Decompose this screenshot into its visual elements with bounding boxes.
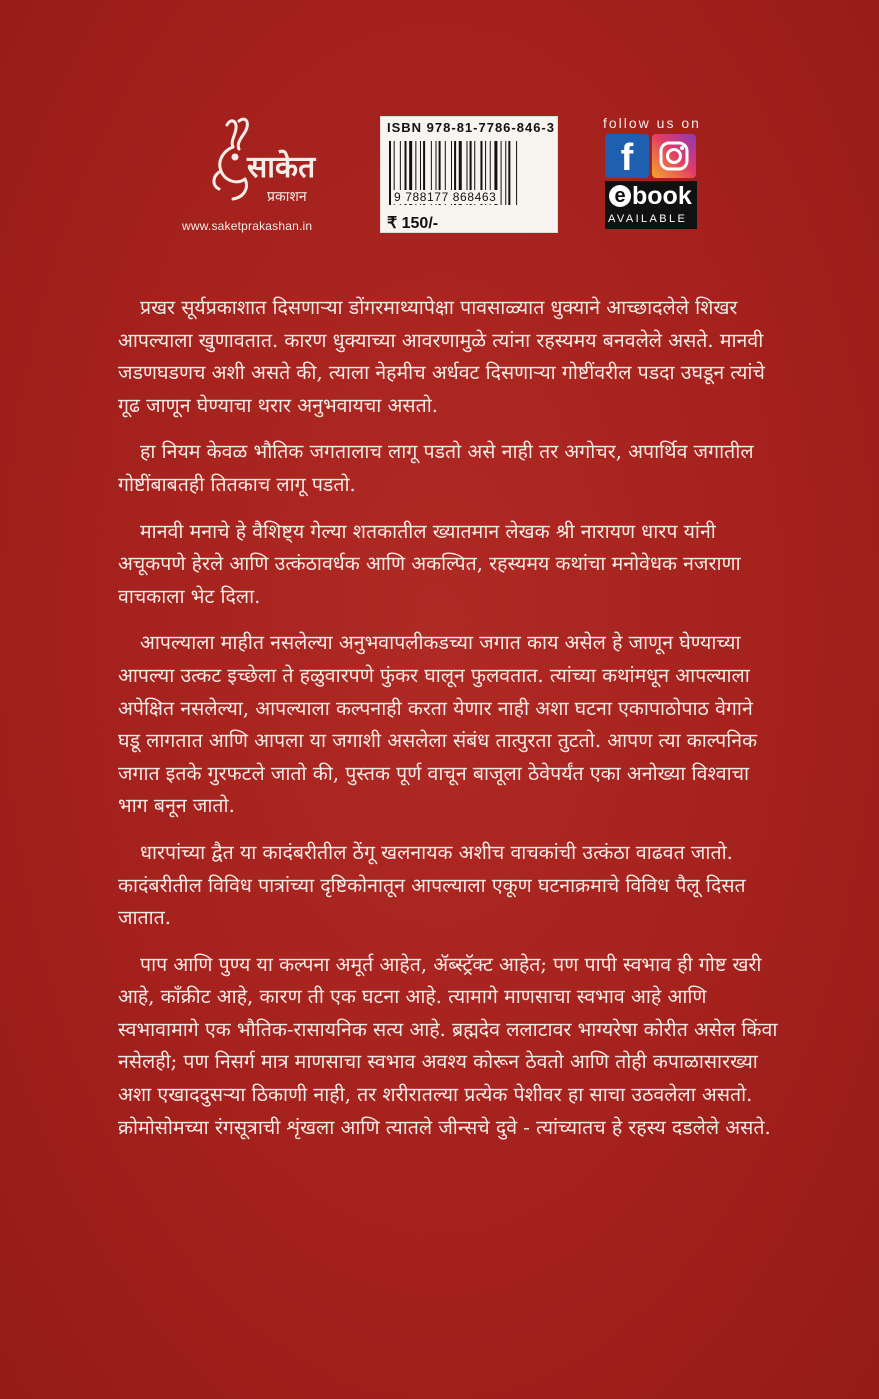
blurb-paragraph-4: आपल्याला माहीत नसलेल्या अनुभवापलीकडच्या जगात काय असेल हे जाणून घेण्याच्या आपल्या उत्कट इच्छेला ते हळुवारपणे फुंकर घालून फुलवतात. त्यांच्या कथांमधून आपल्याला अपेक्षित नसलेल्या, आपल्याला कल्पनाही करता येणार नाही अशा घटना एकापाठोपाठ वेगाने घडू लागतात आणि आपला या जगाशी असलेला संबंध तात्पुरता तुटतो. आपण त्या काल्पनिक जगात इतके गुरफटले जातो की, पुस्तक पूर्ण वाचून बाजूला ठेवेपर्यंत एका अनोख्या विश्वाचा भाग बनून जातो. bbox=[118, 631, 758, 818]
publisher-logo bbox=[205, 115, 325, 210]
ebook-available-text: AVAILABLE bbox=[608, 213, 688, 225]
price-label: ₹ 150/- bbox=[387, 215, 439, 232]
blurb-paragraph-6: पाप आणि पुण्य या कल्पना अमूर्त आहेत, ॲब्स्ट्रॅक्ट आहेत; पण पापी स्वभाव ही गोष्ट खरी आहे, काँक्रीट आहे, कारण ती एक घटना आहे. त्यामागे माणसाचा स्वभाव आहे आणि स्वभावामागे एक भौतिक-रासायनिक सत्य आहे. ब्रह्मदेव ललाटावर भाग्यरेषा कोरीत असेल किंवा नसेलही; पण निसर्ग मात्र माणसाचा स्वभाव अवश्य कोरून ठेवतो आणि तोही कपाळासारख्या अशा एखाददुसऱ्या ठिकाणी नाही, तर शरीरातल्या प्रत्येक पेशीवर हा साचा उठवलेला असतो. क्रोमोसोमच्या रंगसूत्राची शृंखला आणि त्यातले जीन्सचे दुवे - त्यांच्यातच हे रहस्य दडलेले असते. bbox=[118, 952, 778, 1139]
isbn-barcode-sticker bbox=[380, 116, 558, 233]
isbn-number: ISBN 978-81-7786-846-3 bbox=[387, 120, 555, 135]
rabbit-logo-icon bbox=[205, 115, 325, 210]
back-cover-blurb bbox=[118, 292, 780, 1158]
ebook-available-badge bbox=[605, 181, 697, 229]
blurb-paragraph-3: मानवी मनाचे हे वैशिष्ट्य गेल्या शतकातील ख्यातमान लेखक श्री नारायण धारप यांनी अचूकपणे हेरले आणि उत्कंठावर्धक आणि अकल्पित, रहस्यमय कथांचा मनोवेधक नजराणा वाचकाला भेट दिला. bbox=[118, 519, 741, 608]
svg-text:प्रकाशन: प्रकाशन bbox=[267, 189, 307, 205]
blurb-paragraph-2: हा नियम केवळ भौतिक जगतालाच लागू पडतो असे नाही तर अगोचर, अपार्थिव जगातील गोष्टींबाबतही तितकाच लागू पडतो. bbox=[118, 440, 754, 496]
publisher-website[interactable]: www.saketprakashan.in bbox=[182, 219, 313, 233]
svg-text:साकेत: साकेत bbox=[247, 150, 316, 185]
follow-us-label: follow us on bbox=[603, 115, 701, 131]
blurb-paragraph-5: धारपांच्या द्वैत या कादंबरीतील ठेंगू खलनायक अशीच वाचकांची उत्कंठा वाढवत जातो. कादंबरीतील विविध पात्रांच्या दृष्टिकोनातून आपल्याला एकूण घटनाक्रमाचे विविध पैलू दिसत जातात. bbox=[118, 840, 746, 930]
blurb-paragraph-1: प्रखर सूर्यप्रकाशात दिसणाऱ्या डोंगरमाथ्यापेक्षा पावसाळ्यात धुक्याने आच्छादलेले शिखर आपल्याला खुणावतात. कारण धुक्याच्या आवरणामुळे त्यांना रहस्यमय बनवलेले असते. मानवी जडणघडणच अशी असते की, त्याला नेहमीच अर्धवट दिसणाऱ्या गोष्टींवरील पडदा उघडून त्यांचे गूढ जाणून घेण्याचा थरार अनुभवायचा असतो. bbox=[118, 296, 765, 417]
ebook-e-icon: e bbox=[609, 185, 631, 207]
facebook-icon[interactable]: f bbox=[605, 134, 649, 178]
ebook-word bbox=[609, 182, 692, 211]
instagram-icon[interactable] bbox=[652, 134, 696, 178]
barcode-digits: 9 788177 868463 bbox=[391, 190, 499, 204]
ebook-book-text: book bbox=[632, 182, 692, 210]
